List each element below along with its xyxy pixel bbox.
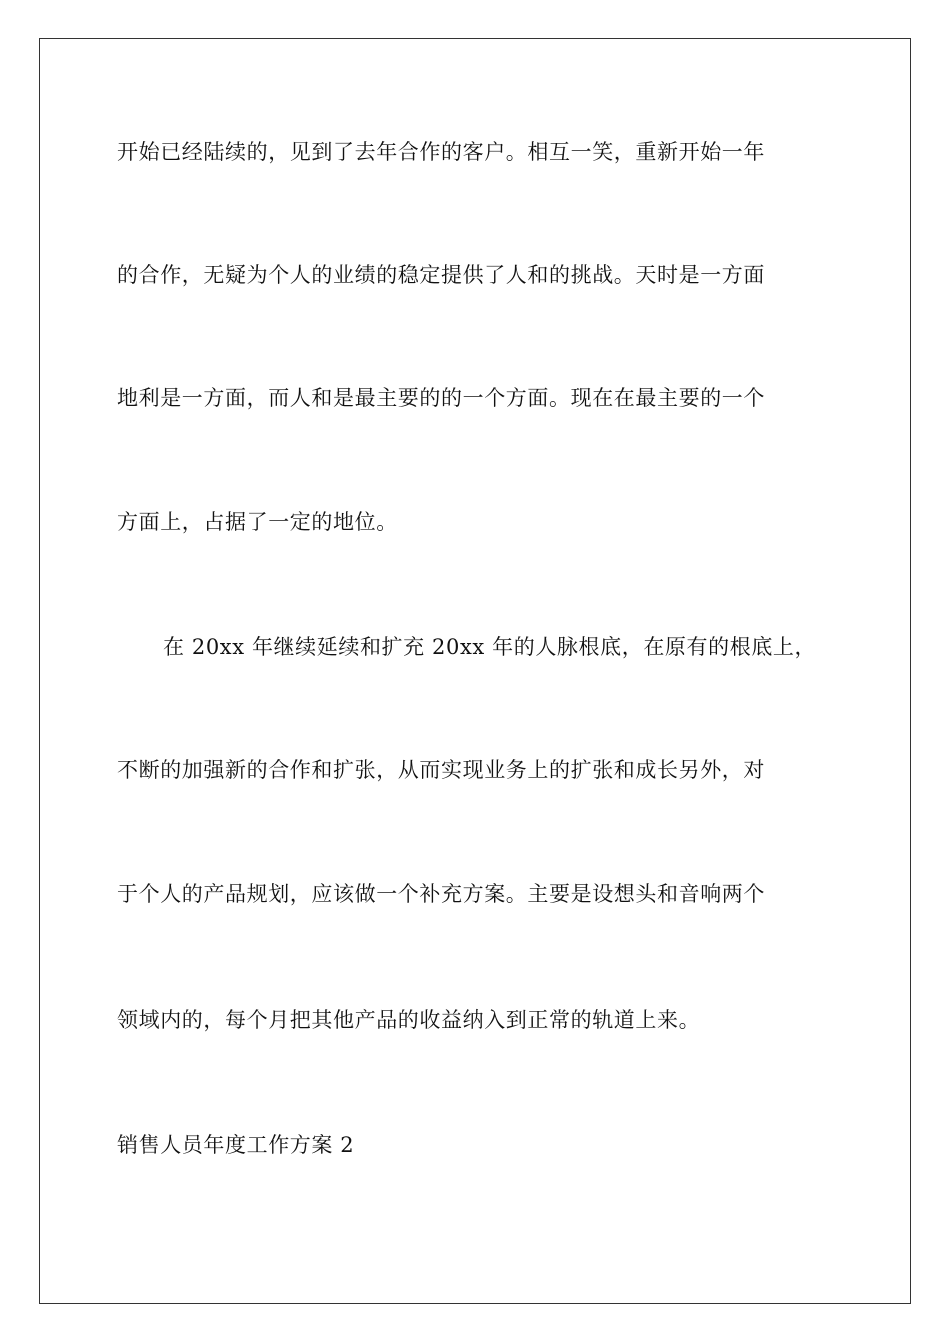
page-frame (39, 38, 911, 1304)
body-text-line: 的合作，无疑为个人的业绩的稳定提供了人和的挑战。天时是一方面 (117, 263, 765, 287)
body-text-line: 于个人的产品规划，应该做一个补充方案。主要是设想头和音响两个 (117, 882, 765, 906)
body-text-line: 地利是一方面，而人和是最主要的的一个方面。现在在最主要的一个 (117, 386, 765, 410)
body-text-line: 开始已经陆续的，见到了去年合作的客户。相互一笑，重新开始一年 (117, 140, 765, 164)
section-heading: 销售人员年度工作方案 2 (117, 1133, 355, 1157)
body-text-line: 不断的加强新的合作和扩张，从而实现业务上的扩张和成长另外，对 (117, 758, 765, 782)
body-text-line: 方面上，占据了一定的地位。 (117, 510, 398, 534)
body-text-line: 领域内的，每个月把其他产品的收益纳入到正常的轨道上来。 (117, 1008, 701, 1032)
paragraph-first-line: 在 20xx 年继续延续和扩充 20xx 年的人脉根底，在原有的根底上， (163, 635, 817, 659)
